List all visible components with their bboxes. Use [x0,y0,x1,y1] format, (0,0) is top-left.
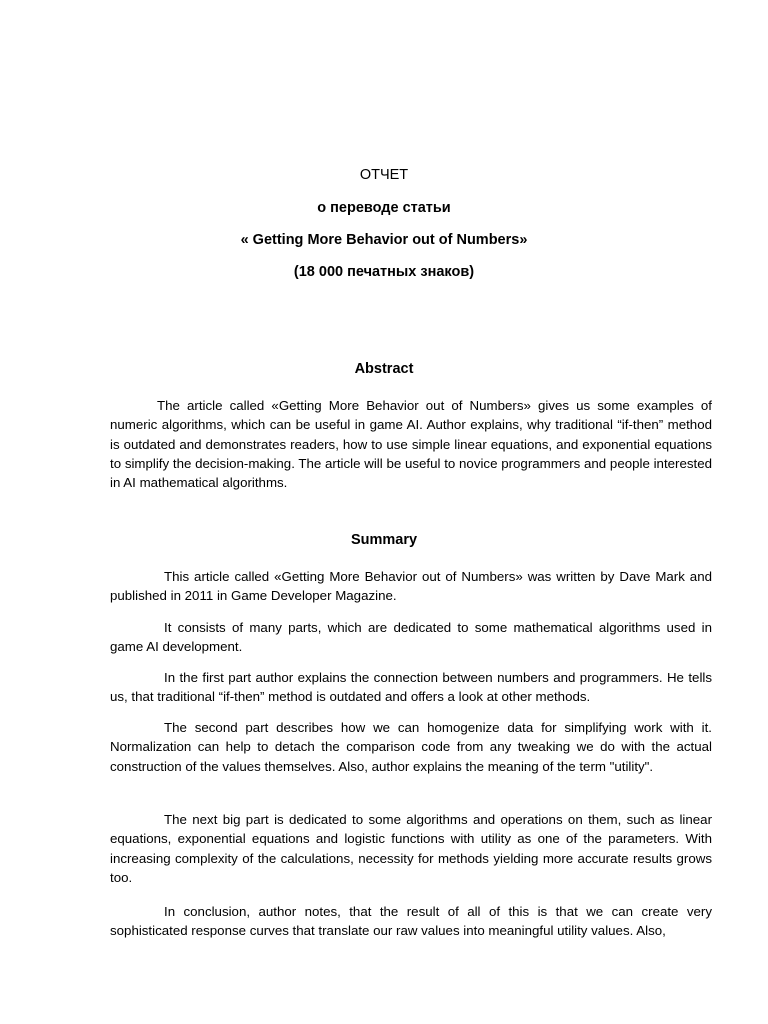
summary-paragraph-5: The next big part is dedicated to some algorithms and operations on them, such as linear equations, exponential equations and logistic functions with utility as one of the parameters. With increasing complexity of the calculations, necessity for methods yielding more accurate results grows too. [110,812,712,885]
summary-paragraph-1: This article called «Getting More Behavior out of Numbers» was written by Dave Mark and published in 2011 in Game Developer Magazine. [110,569,712,604]
summary-paragraph-2: It consists of many parts, which are dedicated to some mathematical algorithms used in game AI development. [110,620,712,655]
summary-heading: Summary [350,532,418,548]
summary-paragraph-6: In conclusion, author notes, that the result of all of this is that we can create very sophisticated response curves that translate our raw values into meaningful utility values. Also, [110,904,712,939]
character-count: (18 000 печатных знаков) [293,264,475,280]
abstract-heading: Abstract [354,361,414,377]
summary-paragraph-3: In the first part author explains the connection between numbers and programmers. He tells us, that traditional “if-then” method is outdated and offers a look at other methods. [110,670,712,705]
article-title: « Getting More Behavior out of Numbers» [240,232,528,248]
report-title: ОТЧЕТ [359,167,409,183]
abstract-paragraph: The article called «Getting More Behavior out of Numbers» gives us some examples of numeric algorithms, which can be useful in game AI. Author explains, why traditional “if-then” method is outdated and demonstrates readers, how to use simple linear equations, and exponential equations to simplify the decision-making. The article will be useful to novice programmers and people interested in AI mathematical algorithms. [110,398,712,491]
summary-paragraph-4: The second part describes how we can homogenize data for simplifying work with it. Normalization can help to detach the comparison code from any tweaking we do with the actual construction of the values themselves. Also, author explains the meaning of the term "utility". [110,720,712,774]
report-subtitle: о переводе статьи [317,200,451,216]
